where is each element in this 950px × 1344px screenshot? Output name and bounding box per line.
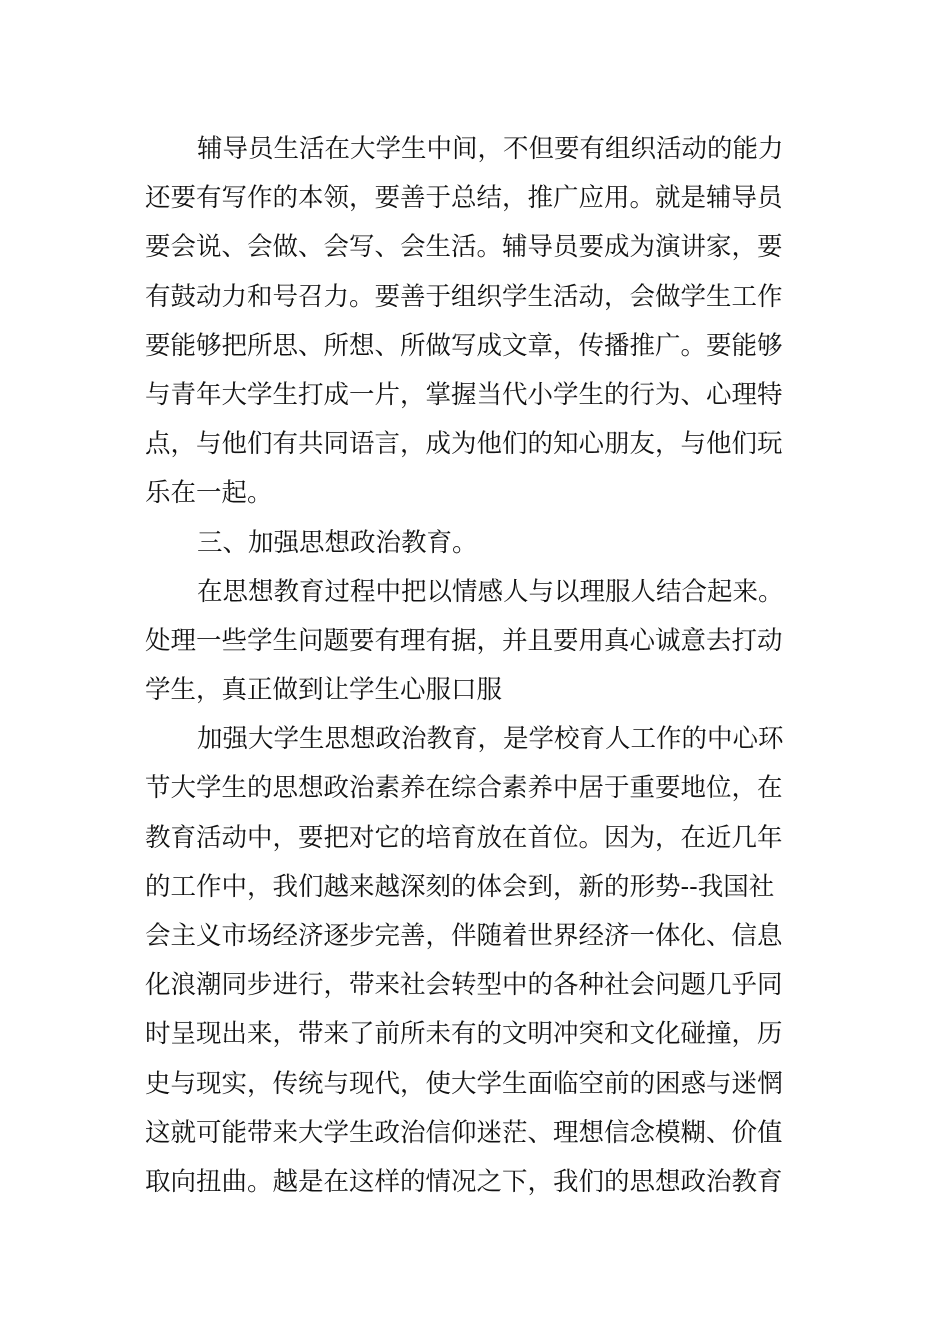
paragraph-line: 加强大学生思想政治教育，是学校育人工作的中心环: [197, 724, 784, 755]
paragraph-line: 学生，真正做到让学生心服口服: [145, 675, 503, 706]
paragraph-line: 处理一些学生问题要有理有据，并且要用真心诚意去打动: [145, 625, 783, 656]
document-body: [145, 125, 805, 1207]
paragraph-line: 化浪潮同步进行，带来社会转型中的各种社会问题几乎同: [145, 970, 783, 1001]
paragraph-line: 乐在一起。: [145, 478, 273, 509]
paragraph-line: 辅导员生活在大学生中间，不但要有组织活动的能力: [197, 134, 784, 164]
paragraph-line: 要会说、会做、会写、会生活。辅导员要成为演讲家，要: [145, 232, 783, 263]
paragraph-line: 会主义市场经济逐步完善，伴随着世界经济一体化、信息: [145, 921, 783, 951]
paragraph-line: 时呈现出来，带来了前所未有的文明冲突和文化碰撞，历: [145, 1019, 783, 1050]
paragraph-line: 的工作中，我们越来越深刻的体会到，新的形势--我国社: [145, 871, 775, 902]
paragraph-line: 这就可能带来大学生政治信仰迷茫、理想信念模糊、价值: [145, 1117, 783, 1148]
paragraph-line: 要能够把所思、所想、所做写成文章，传播推广。要能够: [145, 330, 783, 361]
paragraph-line: 有鼓动力和号召力。要善于组织学生活动，会做学生工作: [145, 281, 783, 312]
paragraph-line: 还要有写作的本领，要善于总结，推广应用。就是辅导员: [145, 183, 783, 214]
paragraph-line: 节大学生的思想政治素养在综合素养中居于重要地位，在: [145, 773, 783, 804]
paragraph-line: 与青年大学生打成一片，掌握当代小学生的行为、心理特: [145, 379, 783, 410]
section-heading: 三、加强思想政治教育。: [197, 527, 478, 558]
paragraph-line: 史与现实，传统与现代，使大学生面临空前的困惑与迷惘: [145, 1068, 783, 1099]
paragraph-line: 点，与他们有共同语言，成为他们的知心朋友，与他们玩: [145, 429, 783, 460]
paragraph-line: 教育活动中，要把对它的培育放在首位。因为，在近几年: [145, 822, 783, 853]
paragraph-line: 取向扭曲。越是在这样的情况之下，我们的思想政治教育: [145, 1166, 783, 1197]
paragraph-line: 在思想教育过程中把以情感人与以理服人结合起来。: [197, 576, 784, 607]
